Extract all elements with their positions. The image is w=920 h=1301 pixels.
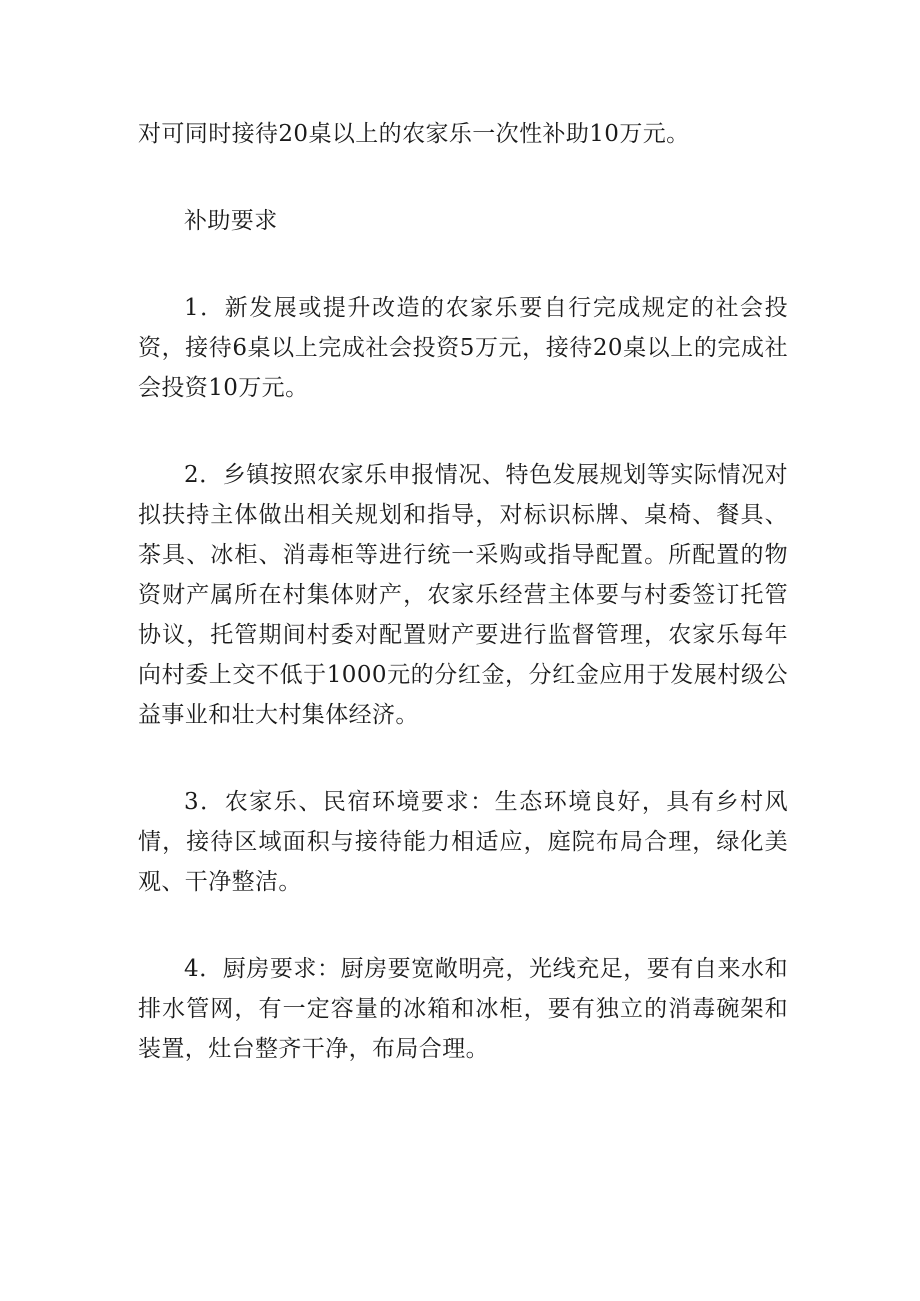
paragraph-requirement-4: 4．厨房要求：厨房要宽敞明亮，光线充足，要有自来水和排水管网，有一定容量的冰箱和冰柜，要有独立的消毒碗架和装置，灶台整齐干净，布局合理。 <box>138 956 788 1062</box>
paragraph-requirement-2: 2．乡镇按照农家乐申报情况、特色发展规划等实际情况对拟扶持主体做出相关规划和指导，对标识标牌、桌椅、餐具、茶具、冰柜、消毒柜等进行统一采购或指导配置。所配置的物资财产属所在村集体财产，农家乐经营主体要与村委签订托管协议，托管期间村委对配置财产要进行监督管理，农家乐每年向村委上交不低于1000元的分红金，分红金应用于发展村级公益事业和壮大村集体经济。 <box>138 462 788 728</box>
paragraph-requirement-3: 3．农家乐、民宿环境要求：生态环境良好，具有乡村风情，接待区域面积与接待能力相适应，庭院布局合理，绿化美观、干净整洁。 <box>138 789 788 895</box>
paragraph-requirement-1: 1．新发展或提升改造的农家乐要自行完成规定的社会投资，接待6桌以上完成社会投资5万元，接待20桌以上的完成社会投资10万元。 <box>138 295 788 401</box>
document-body <box>138 114 788 1069</box>
section-heading-requirements: 补助要求 <box>184 208 278 234</box>
paragraph-subsidy-20-tables: 对可同时接待20桌以上的农家乐一次性补助10万元。 <box>138 121 690 147</box>
